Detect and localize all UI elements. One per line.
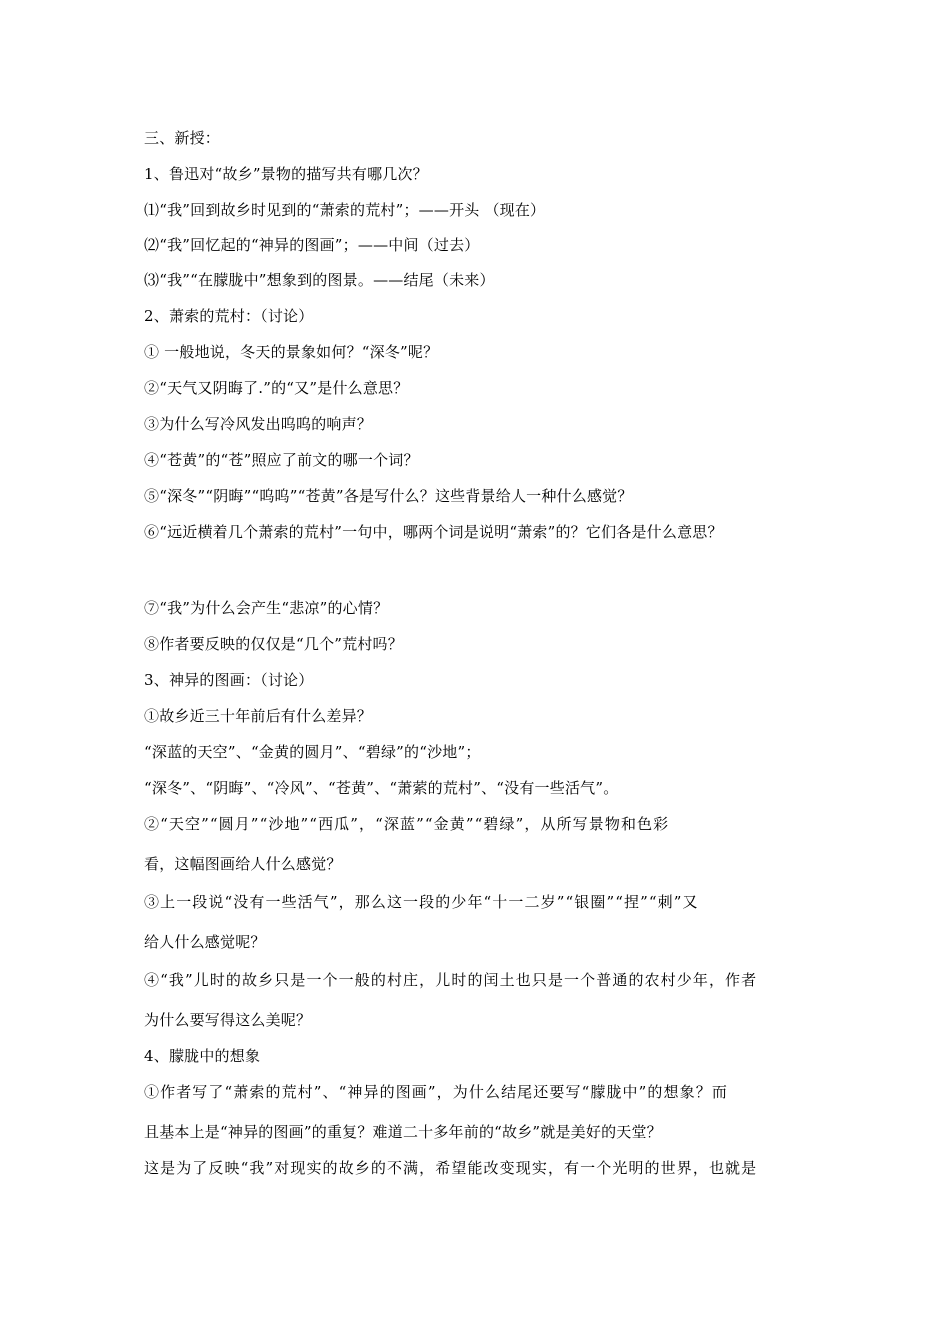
text-line: “深冬”、“阴晦”、“冷风”、“苍黄”、“萧萦的荒村”、“没有一些活气”。 xyxy=(144,779,619,797)
question-heading-2: 2、萧索的荒村：（讨论） xyxy=(144,307,314,325)
text-line: ⑥“远近横着几个萧索的荒村”一句中，哪两个词是说明“萧索”的？它们各是什么意思？ xyxy=(144,523,723,541)
text-line: 给人什么感觉呢？ xyxy=(144,933,266,951)
question-heading-1: 1、鲁迅对“故乡”景物的描写共有哪几次？ xyxy=(144,165,428,183)
question-heading-4: 4、朦胧中的想象 xyxy=(144,1047,261,1065)
text-line: 且基本上是“神异的图画”的重复？难道二十多年前的“故乡”就是美好的天堂？ xyxy=(144,1123,662,1141)
text-line: ②“天气又阴晦了.”的“又”是什么意思？ xyxy=(144,379,409,397)
text-line: ⑧作者要反映的仅仅是“几个”荒村吗？ xyxy=(144,635,403,653)
question-heading-3: 3、神异的图画：（讨论） xyxy=(144,671,314,689)
text-line: ⑶“我”“在朦胧中”想象到的图景。——结尾（未来） xyxy=(144,271,495,289)
text-line: ③为什么写冷风发出呜呜的响声？ xyxy=(144,415,373,433)
text-line: ⑤“深冬”“阴晦”“呜呜”“苍黄”各是写什么？这些背景给人一种什么感觉？ xyxy=(144,487,633,505)
text-line: ②“天空”“圆月”“沙地”“西瓜”，“深蓝”“金黄”“碧绿”，从所写景物和色彩 xyxy=(144,815,670,833)
text-line: 看，这幅图画给人什么感觉？ xyxy=(144,855,342,873)
text-line: ①故乡近三十年前后有什么差异？ xyxy=(144,707,373,725)
text-line: ③上一段说“没有一些活气”，那么这一段的少年“十一二岁”“银圈”“捏”“刺”又 xyxy=(144,893,699,911)
text-line: ① 一般地说，冬天的景象如何？“深冬”呢？ xyxy=(144,343,439,361)
text-line: ④“我”儿时的故乡只是一个一般的村庄，儿时的闰土也只是一个普通的农村少年，作者 xyxy=(144,971,758,989)
text-line: ⑦“我”为什么会产生“悲凉”的心情？ xyxy=(144,599,389,617)
text-line: ④“苍黄”的“苍”照应了前文的哪一个词？ xyxy=(144,451,419,469)
text-line: 这是为了反映“我”对现实的故乡的不满，希望能改变现实，有一个光明的世界，也就是 xyxy=(144,1159,758,1177)
text-line: 为什么要写得这么美呢？ xyxy=(144,1011,312,1029)
text-line: ⑵“我”回忆起的“神异的图画”；——中间（过去） xyxy=(144,236,480,254)
text-line: ⑴“我”回到故乡时见到的“萧索的荒村”；——开头 （现在） xyxy=(144,201,546,219)
section-heading: 三、新授： xyxy=(144,129,221,147)
text-line: “深蓝的天空”、“金黄的圆月”、“碧绿”的“沙地”； xyxy=(144,743,481,761)
text-line: ①作者写了“萧索的荒村”、“神异的图画”，为什么结尾还要写“朦胧中”的想象？而 xyxy=(144,1083,728,1101)
